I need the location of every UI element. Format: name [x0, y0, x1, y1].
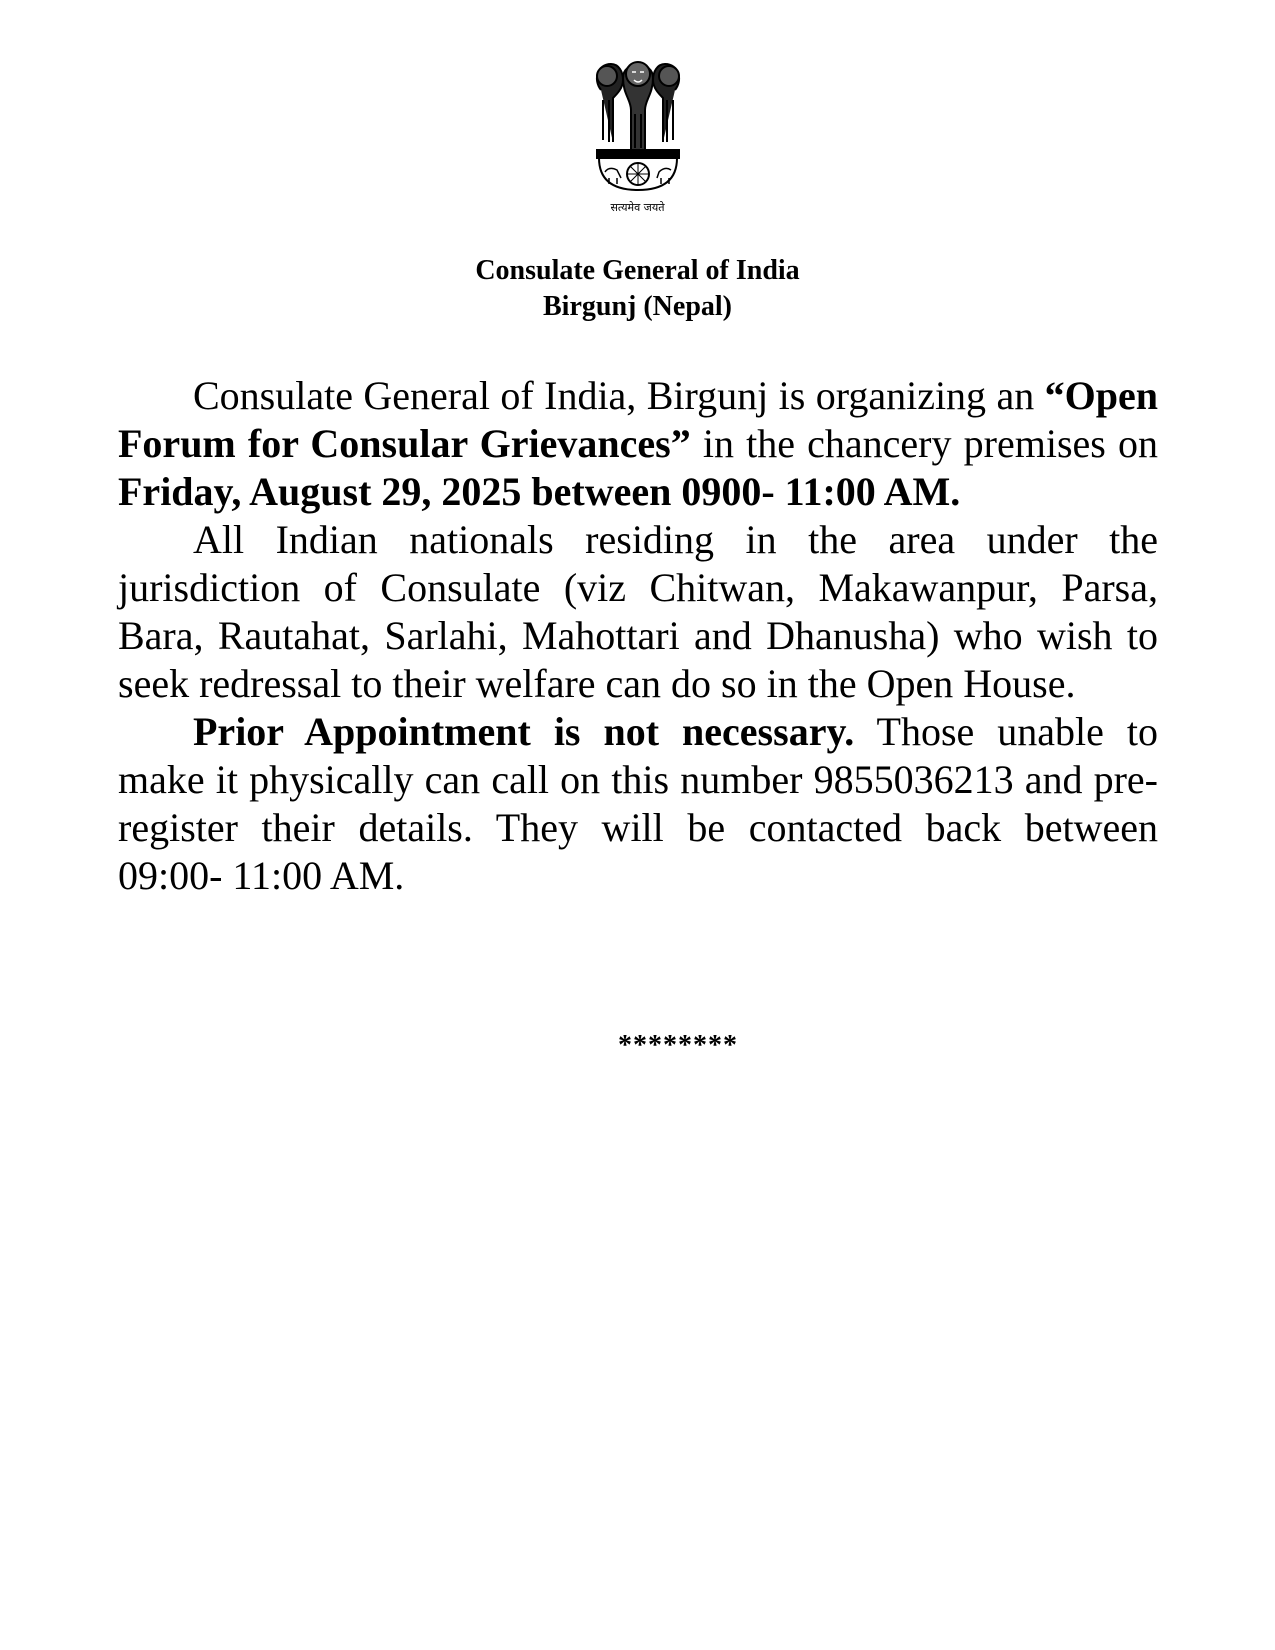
- appointment-note: Prior Appointment is not necessary.: [193, 709, 855, 754]
- contact-details: Those unable to make it physically can call on this number 9855036213 and pre-register their details. They will be contacted back between 09:00- 11:00 AM.: [118, 709, 1159, 898]
- event-date-time: Friday, August 29, 2025 between 0900- 11:00 AM.: [118, 469, 961, 514]
- header-title: Consulate General of India: [475, 255, 800, 286]
- announcement-venue: in the chancery premises on: [690, 421, 1158, 466]
- announcement-intro: Consulate General of India, Birgunj is organizing an: [193, 373, 1045, 418]
- end-separator: ********: [618, 1030, 738, 1061]
- paragraph-eligibility: All Indian nationals residing in the area under the jurisdiction of Consulate (viz Chitwan, Makawanpur, Parsa, Bara, Rautahat, Sarlahi, Mahottari and Dhanusha) who wish to seek redressal to their welfare can do so in the Open House.: [118, 517, 1158, 706]
- paragraph-announcement: [118, 372, 1158, 516]
- emblem: [0, 50, 1275, 215]
- event-name: “Open Forum for Consular Grievances”: [118, 373, 1158, 466]
- paragraph-appointment: [118, 708, 1158, 900]
- lion-capital-emblem-icon: [583, 50, 693, 200]
- letterhead: [0, 253, 1275, 325]
- emblem-motto: सत्यमेव जयते: [610, 201, 665, 214]
- notice-body: [118, 372, 1158, 900]
- header-location: Birgunj (Nepal): [543, 291, 732, 322]
